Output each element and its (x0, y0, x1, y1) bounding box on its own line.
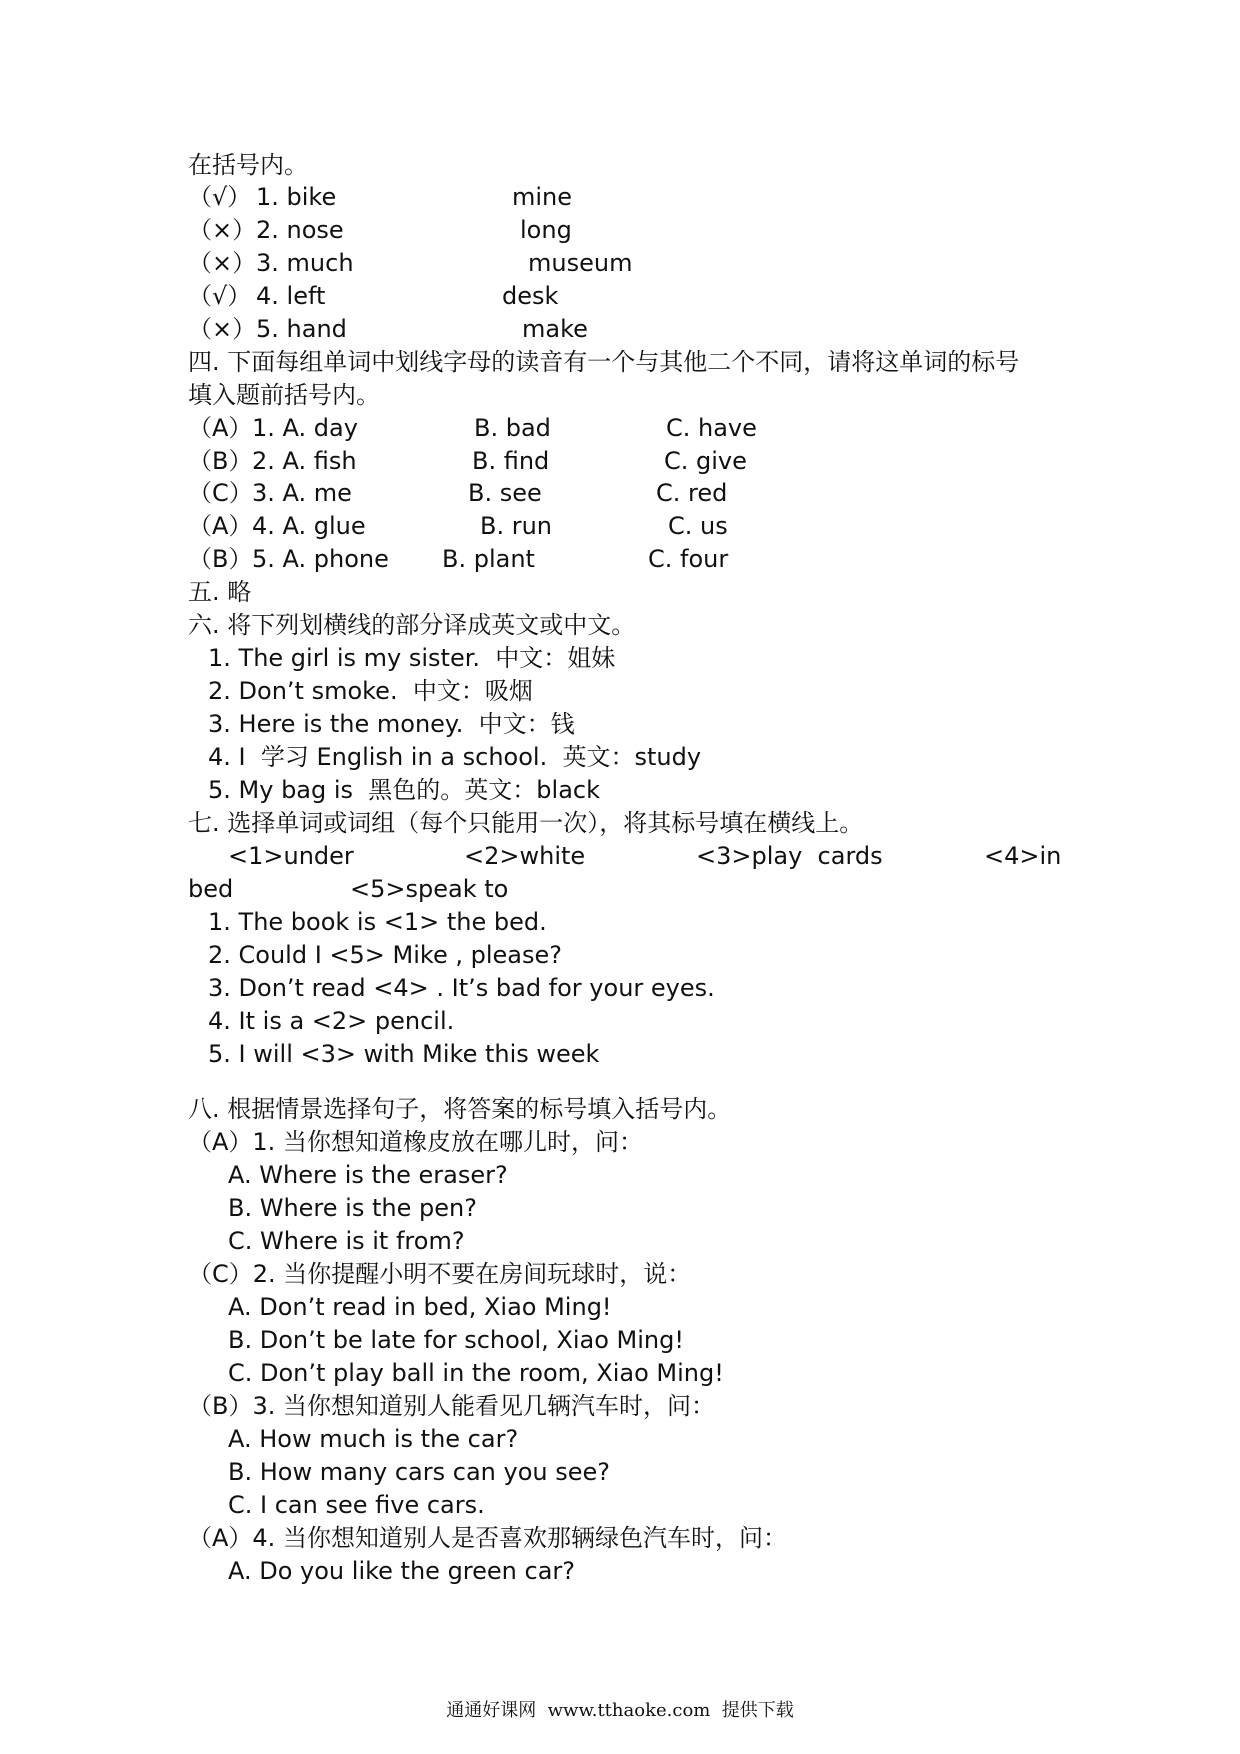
list-item: 3. Here is the money. 中文：钱 (208, 710, 575, 738)
word-bank-option: <5>speak to (350, 875, 509, 903)
page-footer: 通通好课网 www.tthaoke.com 提供下载 (446, 1700, 794, 1721)
question-stem: （C）2. 当你提醒小明不要在房间玩球时，说： (188, 1260, 692, 1288)
option-b: B. see (468, 479, 542, 507)
question-stem: （A）4. 当你想知道别人是否喜欢那辆绿色汽车时，问： (188, 1524, 787, 1552)
answer-mark: （C） (188, 479, 253, 507)
answer-mark: （×） (188, 315, 257, 343)
list-item: 5. I will <3> with Mike this week (208, 1040, 600, 1068)
word: 3. much (256, 249, 354, 277)
option-a: 3. A. me (252, 479, 352, 507)
list-item: 2. Could I <5> Mike , please? (208, 941, 562, 969)
answer-mark: （B） (188, 545, 253, 573)
compare-word: long (520, 216, 572, 244)
answer-choice: C. Where is it from? (228, 1227, 465, 1255)
answer-mark: （√） (188, 282, 252, 310)
compare-word: mine (512, 183, 573, 211)
section6-title: 六. 将下列划横线的部分译成英文或中文。 (188, 611, 636, 639)
option-c: C. have (666, 414, 757, 442)
answer-mark: （A） (188, 414, 253, 442)
answer-choice: B. Don’t be late for school, Xiao Ming! (228, 1326, 684, 1354)
word: 2. nose (256, 216, 344, 244)
option-a: 4. A. glue (252, 512, 366, 540)
option-c: C. give (664, 447, 747, 475)
option-b: B. run (480, 512, 553, 540)
list-item: 3. Don’t read <4> . It’s bad for your eyes. (208, 974, 715, 1002)
section4-title-cont: 填入题前括号内。 (188, 381, 380, 409)
section3-instruction-tail: 在括号内。 (188, 151, 308, 179)
answer-mark: （B） (188, 447, 253, 475)
answer-mark: （√） (188, 183, 252, 211)
section5-title: 五. 略 (188, 578, 252, 606)
compare-word: museum (528, 249, 633, 277)
answer-choice: A. Don’t read in bed, Xiao Ming! (228, 1293, 612, 1321)
section8-title: 八. 根据情景选择句子，将答案的标号填入括号内。 (188, 1095, 732, 1123)
word: 5. hand (256, 315, 347, 343)
word-bank-option: <3>play cards (696, 842, 883, 870)
compare-word: desk (502, 282, 559, 310)
option-a: 2. A. fish (252, 447, 357, 475)
list-item: 5. My bag is 黑色的。英文：black (208, 776, 601, 804)
list-item: 1. The girl is my sister. 中文：姐妹 (208, 644, 616, 672)
list-item: 4. I 学习 English in a school. 英文：study (208, 743, 702, 771)
answer-mark: （A） (188, 512, 253, 540)
option-c: C. us (668, 512, 728, 540)
word-bank-option: <1>under (228, 842, 354, 870)
list-item: 1. The book is <1> the bed. (208, 908, 547, 936)
answer-mark: （×） (188, 249, 257, 277)
question-stem: （A）1. 当你想知道橡皮放在哪儿时，问： (188, 1128, 643, 1156)
option-a: 1. A. day (252, 414, 358, 442)
answer-choice: B. How many cars can you see? (228, 1458, 610, 1486)
question-stem: （B）3. 当你想知道别人能看见几辆汽车时，问： (188, 1392, 715, 1420)
list-item: 2. Don’t smoke. 中文：吸烟 (208, 677, 533, 705)
answer-choice: C. I can see five cars. (228, 1491, 485, 1519)
answer-choice: C. Don’t play ball in the room, Xiao Ming! (228, 1359, 724, 1387)
list-item: 4. It is a <2> pencil. (208, 1007, 455, 1035)
answer-choice: A. How much is the car? (228, 1425, 519, 1453)
word-bank-option-cont: bed (188, 875, 234, 903)
option-b: B. find (472, 447, 550, 475)
answer-choice: B. Where is the pen? (228, 1194, 477, 1222)
option-a: 5. A. phone (252, 545, 389, 573)
compare-word: make (522, 315, 588, 343)
section4-title: 四. 下面每组单词中划线字母的读音有一个与其他二个不同，请将这单词的标号 (188, 348, 1020, 376)
option-b: B. bad (474, 414, 551, 442)
option-b: B. plant (442, 545, 535, 573)
word: 1. bike (256, 183, 337, 211)
answer-choice: A. Where is the eraser? (228, 1161, 508, 1189)
option-c: C. red (656, 479, 728, 507)
word-bank-option: <2>white (464, 842, 586, 870)
word: 4. left (256, 282, 326, 310)
answer-mark: （×） (188, 216, 257, 244)
answer-choice: A. Do you like the green car? (228, 1557, 576, 1585)
section7-title: 七. 选择单词或词组（每个只能用一次），将其标号填在横线上。 (188, 809, 864, 837)
word-bank-option: <4>in (984, 842, 1062, 870)
option-c: C. four (648, 545, 729, 573)
